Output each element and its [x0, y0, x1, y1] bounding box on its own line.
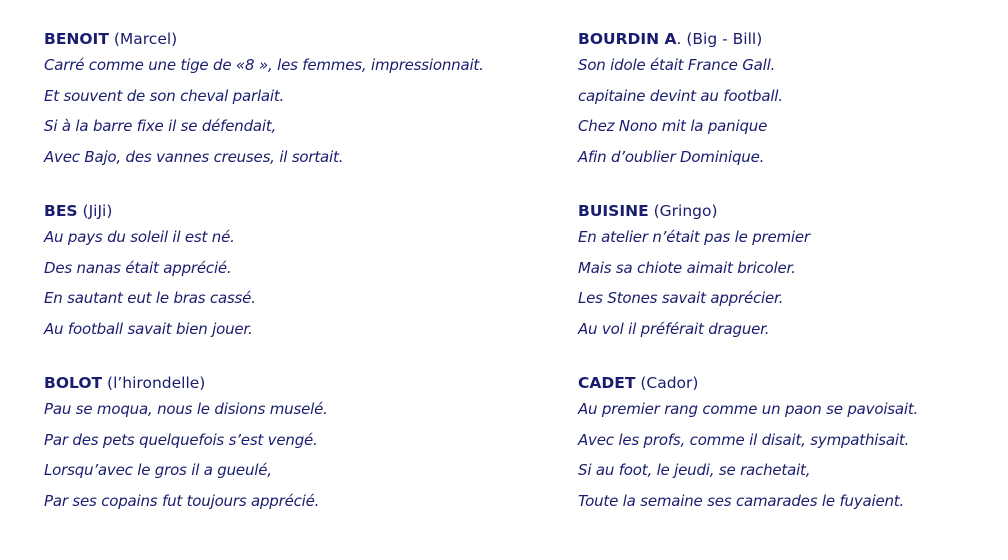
- entry-benoit: [44, 28, 514, 172]
- verse-line: Pau se moqua, nous le disions muselé.: [44, 400, 328, 418]
- entry-nickname: (JiJi): [82, 202, 113, 220]
- entry-heading: [578, 372, 1008, 394]
- entry-nickname: (Marcel): [113, 30, 178, 48]
- verse-line: Au premier rang comme un paon se pavoisait.: [578, 400, 919, 418]
- left-column: [44, 28, 514, 516]
- entry-heading: [44, 372, 514, 394]
- verse-line: Avec Bajo, des vannes creuses, il sortait.: [44, 147, 344, 166]
- entry-nickname: (l’hirondelle): [107, 374, 206, 392]
- entry-bes: [44, 200, 514, 344]
- verse-line: Si à la barre fixe il se défendait,: [44, 117, 277, 135]
- entry-name: BENOIT: [44, 30, 109, 48]
- verse-line: Au pays du soleil il est né.: [44, 228, 235, 246]
- entry-cadet: [578, 372, 1008, 516]
- verse-line: En sautant eut le bras cassé.: [44, 289, 256, 307]
- verse-line: Mais sa chiote aimait bricoler.: [578, 258, 796, 277]
- right-column: [578, 28, 1008, 516]
- verse-line: Au football savait bien jouer.: [44, 319, 253, 338]
- verse-line: Au vol il préférait draguer.: [578, 319, 770, 338]
- entry-name: BOURDIN A: [578, 30, 677, 48]
- verse-line: Carré comme une tige de «8 », les femmes, impressionnait.: [44, 56, 484, 74]
- verse-line: Afin d’oublier Dominique.: [578, 147, 765, 166]
- verse-line: Par des pets quelquefois s’est vengé.: [44, 430, 318, 449]
- verse-line: Des nanas était apprécié.: [44, 258, 232, 277]
- entry-bourdin: [578, 28, 1008, 172]
- entry-buisine: [578, 200, 1008, 344]
- verse-line: capitaine devint au football.: [578, 86, 783, 105]
- verse-line: Les Stones savait apprécier.: [578, 289, 784, 307]
- entry-name: BUISINE: [578, 202, 649, 220]
- entry-nickname: (Gringo): [653, 202, 718, 220]
- verse-line: En atelier n’était pas le premier: [578, 228, 810, 246]
- verse-line: Chez Nono mit la panique: [578, 117, 768, 135]
- entry-nickname: . (Big - Bill): [676, 30, 763, 48]
- entry-heading: [578, 28, 1008, 50]
- verse-line: Toute la semaine ses camarades le fuyaient.: [578, 491, 905, 510]
- verse-line: Lorsqu’avec le gros il a gueulé,: [44, 461, 272, 479]
- entry-heading: [44, 200, 514, 222]
- verse-line: Et souvent de son cheval parlait.: [44, 86, 285, 105]
- entry-bolot: [44, 372, 514, 516]
- entry-heading: [578, 200, 1008, 222]
- entry-name: BES: [44, 202, 78, 220]
- verse-line: Son idole était France Gall.: [578, 56, 776, 74]
- entry-heading: [44, 28, 514, 50]
- verse-line: Avec les profs, comme il disait, sympathisait.: [578, 430, 910, 449]
- verse-line: Par ses copains fut toujours apprécié.: [44, 491, 320, 510]
- entry-name: CADET: [578, 374, 636, 392]
- entry-nickname: (Cador): [640, 374, 699, 392]
- verse-line: Si au foot, le jeudi, se rachetait,: [578, 461, 811, 479]
- entry-name: BOLOT: [44, 374, 103, 392]
